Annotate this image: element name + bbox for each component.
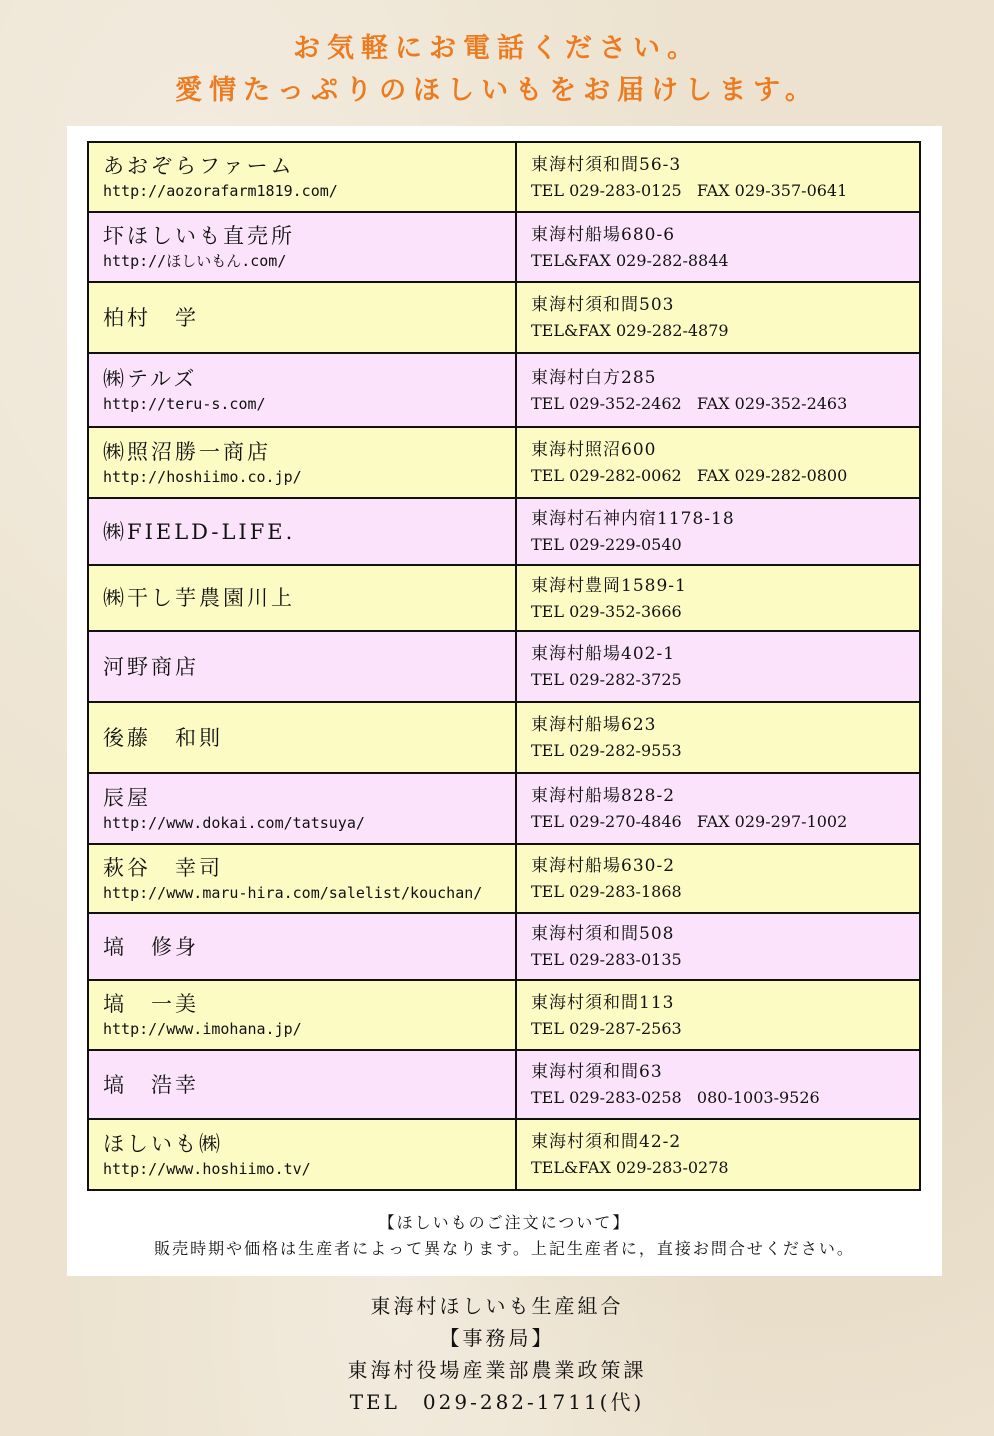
producer-phone: TEL&FAX 029-283-0278 xyxy=(531,1158,729,1177)
producer-phone: TEL 029-282-3725 xyxy=(531,670,682,689)
producer-address: 東海村船場402-1 xyxy=(531,644,676,664)
table-row xyxy=(88,427,920,498)
producer-address: 東海村須和間42-2 xyxy=(531,1132,682,1152)
order-note xyxy=(67,1210,942,1262)
producer-url[interactable]: http://aozorafarm1819.com/ xyxy=(103,182,338,200)
table-row xyxy=(88,773,920,844)
producer-name: 河野商店 xyxy=(103,654,199,679)
header-line-1: お気軽にお電話ください。 xyxy=(293,33,701,64)
producer-url[interactable]: http://hoshiimo.co.jp/ xyxy=(103,467,302,486)
producer-name: ㈱干し芋農園川上 xyxy=(103,586,295,610)
producer-phone: TEL 029-352-2462 FAX 029-352-2463 xyxy=(531,393,848,413)
table-row xyxy=(88,212,920,282)
table-row xyxy=(88,631,920,702)
producer-address: 東海村船場828-2 xyxy=(531,786,676,806)
producer-phone: TEL 029-282-9553 xyxy=(531,741,682,760)
table-row xyxy=(88,702,920,773)
producer-address: 東海村須和間56-3 xyxy=(531,154,682,175)
table-row xyxy=(88,142,920,212)
producer-cell xyxy=(88,913,516,980)
producer-url[interactable]: http://www.maru-hira.com/salelist/kouchan/ xyxy=(103,883,483,902)
table-row xyxy=(88,980,920,1050)
contact-cell xyxy=(516,142,920,212)
table-row xyxy=(88,913,920,980)
producer-cell xyxy=(88,844,516,913)
producer-cell xyxy=(88,142,516,212)
table-row xyxy=(88,844,920,913)
contact-cell xyxy=(516,1050,920,1119)
producer-cell xyxy=(88,353,516,427)
table-row xyxy=(88,1050,920,1119)
contact-cell xyxy=(516,844,920,913)
contact-cell xyxy=(516,980,920,1050)
producer-cell xyxy=(88,282,516,353)
contact-cell xyxy=(516,913,920,980)
producer-phone: TEL 029-282-0062 FAX 029-282-0800 xyxy=(531,466,848,485)
footer-dept: 東海村役場産業部農業政策課 xyxy=(347,1358,647,1382)
contact-cell xyxy=(516,702,920,773)
producer-address: 東海村船場680-6 xyxy=(531,224,676,245)
producer-name: 塙 一美 xyxy=(103,992,199,1016)
producer-address: 東海村須和間63 xyxy=(531,1062,663,1082)
producer-name: 柏村 学 xyxy=(103,305,199,330)
producer-address: 東海村石神内宿1178-18 xyxy=(531,509,735,529)
order-note-text: 販売時期や価格は生産者によって異なります。上記生産者に，直接お問合せください。 xyxy=(154,1239,855,1258)
producer-phone: TEL 029-283-1868 xyxy=(531,882,682,901)
producer-url[interactable]: http://www.dokai.com/tatsuya/ xyxy=(103,813,365,832)
footer-tel: TEL 029-282-1711(代) xyxy=(349,1390,645,1414)
producer-cell xyxy=(88,498,516,565)
header-line-2: 愛情たっぷりのほしいもをお届けします。 xyxy=(175,75,819,106)
table-row xyxy=(88,565,920,631)
producer-address: 東海村豊岡1589-1 xyxy=(531,575,687,596)
producer-address: 東海村須和間508 xyxy=(531,924,675,944)
contact-cell xyxy=(516,565,920,631)
producer-phone: TEL 029-283-0135 xyxy=(531,950,682,969)
header xyxy=(0,28,994,112)
contact-cell xyxy=(516,773,920,844)
producer-name: ほしいも㈱ xyxy=(103,1131,223,1156)
producer-cell xyxy=(88,1050,516,1119)
producer-name: 後藤 和則 xyxy=(103,725,223,750)
producer-phone: TEL 029-283-0258 080-1003-9526 xyxy=(531,1088,820,1107)
producer-name: あおぞらファーム xyxy=(103,154,295,178)
producer-cell xyxy=(88,773,516,844)
producer-name: ㈱テルズ xyxy=(103,367,198,391)
producer-cell xyxy=(88,427,516,498)
producer-phone: TEL 029-287-2563 xyxy=(531,1018,682,1038)
producer-url[interactable]: http://teru-s.com/ xyxy=(103,395,266,413)
producer-cell xyxy=(88,702,516,773)
producer-cell xyxy=(88,631,516,702)
producer-name: ㈱照沼勝一商店 xyxy=(103,439,271,464)
producer-phone: TEL&FAX 029-282-4879 xyxy=(531,321,729,340)
producer-phone: TEL 029-352-3666 xyxy=(531,601,682,621)
producer-url[interactable]: http://www.imohana.jp/ xyxy=(103,1020,302,1038)
table-row xyxy=(88,353,920,427)
order-note-heading: 【ほしいものご注文について】 xyxy=(378,1213,631,1232)
producer-name: 塙 修身 xyxy=(103,934,199,959)
producer-name: 辰屋 xyxy=(103,785,151,810)
producer-url[interactable]: http://www.hoshiimo.tv/ xyxy=(103,1159,311,1178)
producer-name: 塙 浩幸 xyxy=(103,1072,199,1097)
producer-phone: TEL 029-229-0540 xyxy=(531,535,682,554)
producer-address: 東海村須和間113 xyxy=(531,992,675,1013)
table-row xyxy=(88,282,920,353)
contact-cell xyxy=(516,498,920,565)
footer-office-label: 【事務局】 xyxy=(439,1326,555,1350)
producer-table xyxy=(87,141,921,1191)
producer-name: 圷ほしいも直売所 xyxy=(103,224,295,248)
producer-name: 萩谷 幸司 xyxy=(103,855,223,880)
contact-cell xyxy=(516,353,920,427)
producer-address: 東海村白方285 xyxy=(531,367,657,388)
producer-address: 東海村船場623 xyxy=(531,715,657,735)
producer-address: 東海村船場630-2 xyxy=(531,856,676,876)
contact-cell xyxy=(516,1119,920,1190)
producer-cell xyxy=(88,1119,516,1190)
footer-org: 東海村ほしいも生産組合 xyxy=(370,1294,624,1318)
producer-phone: TEL 029-283-0125 FAX 029-357-0641 xyxy=(531,180,848,200)
footer xyxy=(0,1290,994,1418)
producer-phone: TEL&FAX 029-282-8844 xyxy=(531,250,729,270)
producer-url[interactable]: http://ほしいもん.com/ xyxy=(103,252,287,270)
contact-cell xyxy=(516,631,920,702)
producer-address: 東海村須和間503 xyxy=(531,295,675,315)
contact-cell xyxy=(516,427,920,498)
contact-cell xyxy=(516,282,920,353)
producer-address: 東海村照沼600 xyxy=(531,440,657,460)
table-row xyxy=(88,498,920,565)
producer-name: ㈱FIELD-LIFE. xyxy=(103,519,296,544)
producer-phone: TEL 029-270-4846 FAX 029-297-1002 xyxy=(531,812,848,831)
contact-cell xyxy=(516,212,920,282)
producer-cell xyxy=(88,980,516,1050)
producer-cell xyxy=(88,565,516,631)
producer-cell xyxy=(88,212,516,282)
table-row xyxy=(88,1119,920,1190)
